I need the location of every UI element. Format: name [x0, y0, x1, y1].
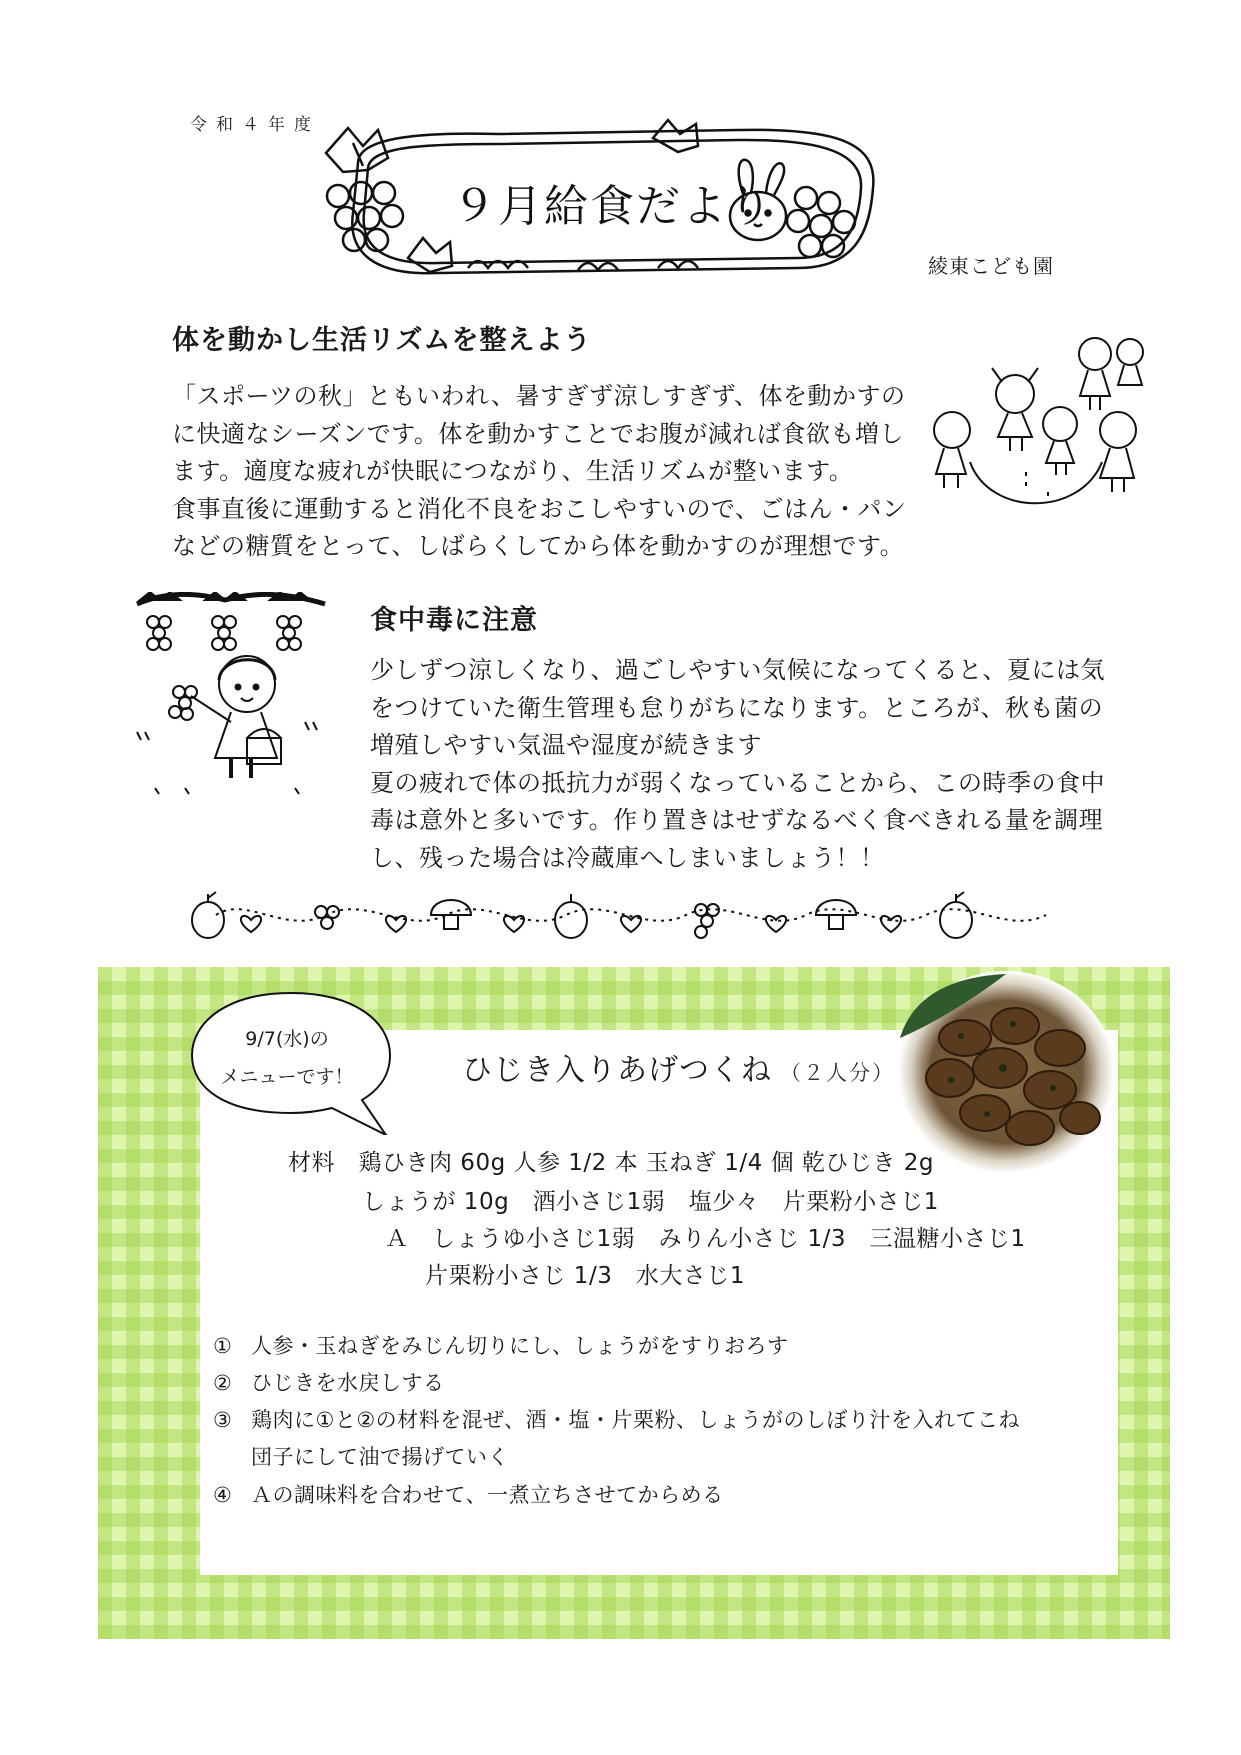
step-number: ② [213, 1371, 233, 1395]
section-heading-food-poisoning: 食中毒に注意 [370, 605, 538, 636]
section-heading-activity: 体を動かし生活リズムを整えよう [172, 325, 592, 356]
step-text: 鶏肉に①と②の材料を混ぜ、酒・塩・片栗粉、しょうがのしぼり汁を入れてこね [251, 1408, 1021, 1432]
paragraph-line: 増殖しやすい気温や湿度が続きます [370, 731, 762, 759]
decorative-garland [186, 880, 1086, 950]
step-text: ひじきを水戻しする [251, 1371, 445, 1395]
children-playing-illustration [930, 332, 1145, 520]
section-body-food-poisoning [370, 652, 1130, 877]
ingredients-line: 材料 鶏ひき肉 60g 人参 1/2 本 玉ねぎ 1/4 個 乾ひじき 2g [288, 1150, 934, 1176]
paragraph-line: 「スポーツの秋」ともいわれ、暑すぎず涼しすぎず、体を動かすの [172, 382, 906, 410]
girl-with-grapes-illustration [135, 592, 335, 797]
newsletter-title: ９月給食だより [452, 181, 774, 232]
bubble-date: 9/7(水)の [245, 1028, 329, 1050]
step-text: 人参・玉ねぎをみじん切りにし、しょうがをすりおろす [251, 1334, 789, 1358]
paragraph-line: 夏の疲れで体の抵抗力が弱くなっていることから、この時季の食中 [370, 768, 1105, 797]
step-number: ④ [213, 1483, 233, 1507]
bubble-caption: メニューです！ [220, 1066, 354, 1088]
ingredients-line: しょうが 10g 酒小さじ1弱 塩少々 片栗粉小さじ1 [362, 1189, 939, 1215]
paragraph-line: に快適なシーズンです。体を動かすことでお腹が減れば食欲も増し [172, 419, 904, 448]
paragraph-line: ます。適度な疲れが快眠につながり、生活リズムが整います。 [172, 457, 854, 485]
step-text: Ａの調味料を合わせて、一煮立ちさせてからめる [251, 1483, 724, 1507]
recipe-servings: （２人分） [780, 1061, 895, 1085]
fiscal-year-label: 令和４年度 [190, 115, 320, 135]
ingredients-line: 片栗粉小さじ 1/3 水大さじ1 [425, 1263, 745, 1289]
paragraph-line: をつけていた衛生管理も怠りがちになります。ところが、秋も菌の [370, 693, 1104, 722]
recipe-step [213, 1330, 789, 1360]
recipe-name: ひじき入りあげつくね [462, 1053, 772, 1088]
paragraph-line: 少しずつ涼しくなり、過ごしやすい気候になってくると、夏には気 [370, 656, 1105, 684]
recipe-step [213, 1367, 445, 1397]
speech-bubble-text [212, 1020, 362, 1096]
paragraph-line: 毒は意外と多いです。作り置きはせずなるべく食べきれる量を調理 [370, 806, 1104, 834]
paragraph-line: などの糖質をとって、しばらくしてから体を動かすのが理想です。 [172, 532, 905, 560]
paragraph-line: し、残った場合は冷蔵庫へしまいましょう！！ [370, 843, 885, 872]
recipe-step [213, 1404, 1020, 1434]
ingredients-line: Ａ しょうゆ小さじ1弱 みりん小さじ 1/3 三温糖小さじ1 [385, 1226, 1026, 1252]
section-body-activity [172, 378, 942, 566]
recipe-step [213, 1479, 724, 1509]
school-name: 綾東こども園 [928, 254, 1054, 278]
step-number: ① [213, 1334, 233, 1358]
paragraph-line: 食事直後に運動すると消化不良をおこしやすいので、ごはん・パン [172, 494, 907, 523]
recipe-title [462, 1045, 895, 1089]
recipe-step-continued: 団子にして油で揚げていく [251, 1445, 509, 1469]
step-number: ③ [213, 1408, 233, 1432]
